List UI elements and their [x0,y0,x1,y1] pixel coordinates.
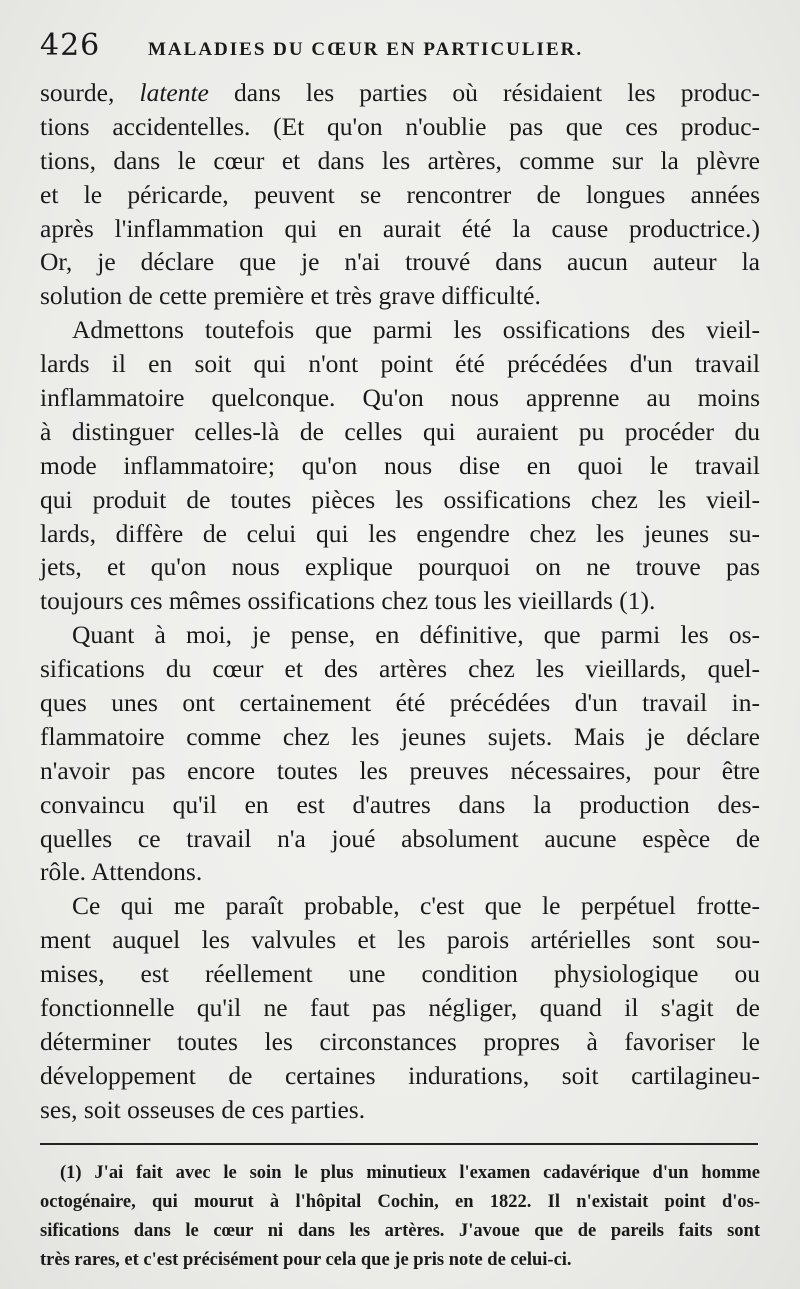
footnote-line: octogénaire, qui mourut à l'hôpital Cochin, en 1822. Il n'existait point d'os- [40,1191,760,1212]
text-line: quelles ce travail n'a joué absolument aucune espèce de [40,823,760,853]
text-line: déterminer toutes les circonstances propres à favoriser le [40,1026,760,1056]
page-header [40,28,760,72]
text-line: après l'inflammation qui en aurait été la cause productrice.) [40,213,760,243]
text-line: Or, je déclare que je n'ai trouvé dans aucun auteur la [40,247,760,277]
running-title: MALADIES DU CŒUR EN PARTICULIER. [148,39,584,60]
text-line: qui produit de toutes pièces les ossifications chez les vieil- [40,484,760,514]
text-line: tions, dans le cœur et dans les artères, comme sur la plèvre [40,145,760,175]
text-line: et le péricarde, peuvent se rencontrer de longues années [40,179,760,209]
footnote-line: sifications dans le cœur ni dans les artères. J'avoue que de pareils faits sont [40,1220,760,1241]
paragraph-start: Ce qui me paraît probable, c'est que le perpétuel frotte- [72,891,760,921]
text-line: inflammatoire quelconque. Qu'on nous apprenne au moins [40,383,760,413]
text-line: rôle. Attendons. [40,857,203,887]
text-line: mises, est réellement une condition physiologique ou [40,959,760,989]
text-line: ment auquel les valvules et les parois artérielles sont sou- [40,925,760,955]
italic-word: latente [139,78,209,107]
paragraph-start: Admettons toutefois que parmi les ossifications des vieil- [72,315,760,345]
text-line: jets, et qu'on nous explique pourquoi on ne trouve pas [40,552,760,582]
text-line: toujours ces mêmes ossifications chez tous les vieillards (1). [40,586,656,616]
text-line: sourde, latente dans les parties où résidaient les produc- [40,78,761,107]
text-line: ses, soit osseuses de ces parties. [40,1094,366,1124]
text-line: mode inflammatoire; qu'on nous dise en quoi le travail [40,450,760,480]
footnote-divider [40,1143,758,1145]
text-line: fonctionnelle qu'il ne faut pas négliger, quand il s'agit de [40,993,760,1023]
text-line: lards il en soit qui n'ont point été précédées d'un travail [40,349,760,379]
text-line: développement de certaines indurations, soit cartilagineu- [40,1060,760,1090]
page-number: 426 [40,28,101,63]
text-line: convaincu qu'il en est d'autres dans la production des- [40,789,760,819]
text-line: lards, diffère de celui qui les engendre chez les jeunes su- [40,518,760,548]
text-line: sifications du cœur et des artères chez les vieillards, quel- [40,654,760,684]
text-line: ques unes ont certainement été précédées d'un travail in- [40,688,760,718]
text-line: solution de cette première et très grave difficulté. [40,281,541,311]
text-line: flammatoire comme chez les jeunes sujets. Mais je déclare [40,721,760,751]
main-text [40,76,760,1127]
paragraph-start: Quant à moi, je pense, en définitive, que parmi les os- [72,620,760,650]
footnote [40,1159,760,1275]
text-line: à distinguer celles-là de celles qui auraient pu procéder du [40,416,760,446]
text-line: tions accidentelles. (Et qu'on n'oublie pas que ces produc- [40,111,760,141]
footnote-line: (1) J'ai fait avec le soin le plus minutieux l'examen cadavérique d'un homme [60,1162,760,1183]
text-line: n'avoir pas encore toutes les preuves nécessaires, pour être [40,755,760,785]
footnote-line: très rares, et c'est précisément pour cela que je pris note de celui-ci. [40,1249,572,1270]
